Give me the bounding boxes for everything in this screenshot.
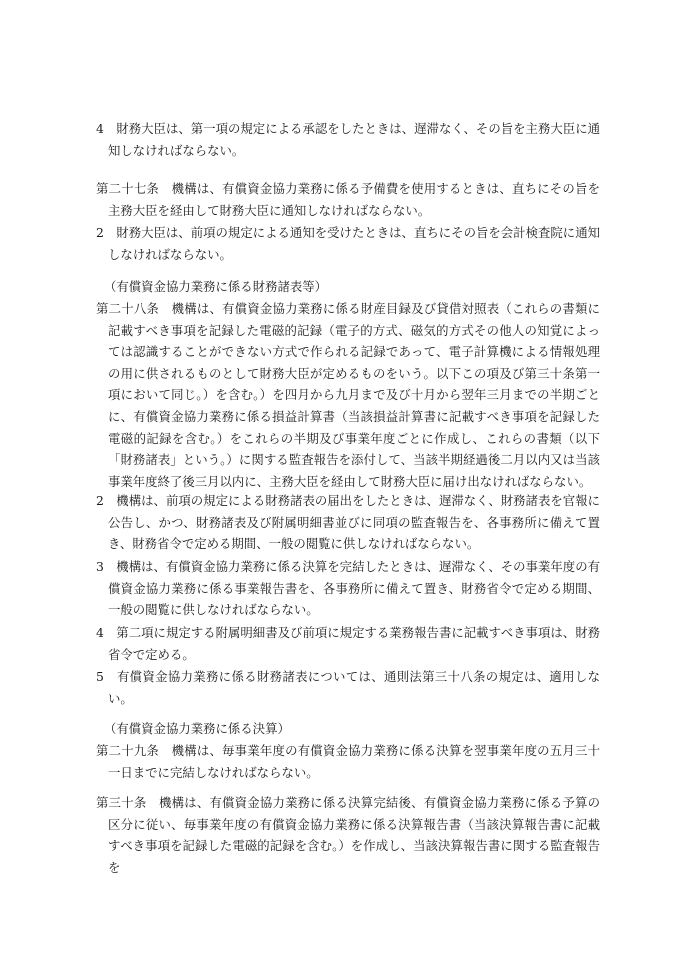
paragraph-item-2-publication: 2 機構は、前項の規定による財務諸表の届出をしたときは、遅滞なく、財務諸表を官報に公告し、かつ、財務諸表及び附属明細書並びに同項の監査報告を、各事務所に備えて置き、財務省令で定める期間、一般の閲覧に供しなければならない。 <box>96 493 600 552</box>
article-27: 第二十七条 機構は、有償資金協力業務に係る予備費を使用するときは、直ちにその旨を主務大臣を経由して財務大臣に通知しなければならない。 <box>96 181 600 218</box>
paragraph-item-2: 2 財務大臣は、前項の規定による通知を受けたときは、直ちにその旨を会計検査院に通知しなければならない。 <box>96 225 600 262</box>
paragraph-item-5-exclusion: 5 有償資金協力業務に係る財務諸表については、通則法第三十八条の規定は、適用しない。 <box>96 669 600 706</box>
paragraph-item-4: 4 財務大臣は、第一項の規定による承認をしたときは、遅滞なく、その旨を主務大臣に通知しなければならない。 <box>96 121 600 158</box>
article-28: 第二十八条 機構は、有償資金協力業務に係る財産目録及び貸借対照表（これらの書類に記載すべき事項を記録した電磁的記録（電子的方式、磁気的方式その他人の知覚によっては認識することができない方式で作られる記録であって、電子計算機による情報処理の用に供されるものとして財務大臣が定めるものをいう。以下この項及び第三十条第一項において同じ。）を含む。）を四月から九月まで及び十月から翌年三月までの半期ごとに、有償資金協力業務に係る損益計算書（当該損益計算書に記載すべき事項を記録した電磁的記録を含む。）をこれらの半期及び事業年度ごとに作成し、これらの書類（以下「財務諸表」という。）に関する監査報告を添付して、当該半期経過後二月以内又は当該事業年度終了後三月以内に、主務大臣を経由して財務大臣に届け出なければならない。 <box>96 301 600 489</box>
article-29: 第二十九条 機構は、毎事業年度の有償資金協力業務に係る決算を翌事業年度の五月三十一日までに完結しなければならない。 <box>96 743 600 780</box>
section-heading-settlement: （有償資金協力業務に係る決算） <box>104 721 290 736</box>
paragraph-item-3-business-report: 3 機構は、有償資金協力業務に係る決算を完結したときは、遅滞なく、その事業年度の有償資金協力業務に係る事業報告書を、各事務所に備えて置き、財務省令で定める期間、一般の閲覧に供しなければならない。 <box>96 559 600 618</box>
article-30: 第三十条 機構は、有償資金協力業務に係る決算完結後、有償資金協力業務に係る予算の区分に従い、毎事業年度の有償資金協力業務に係る決算報告書（当該決算報告書に記載すべき事項を記録した電磁的記録を含む。）を作成し、当該決算報告書に関する監査報告を <box>96 795 600 875</box>
section-heading-financial-statements: （有償資金協力業務に係る財務諸表等） <box>104 279 328 294</box>
paragraph-item-4-ordinance: 4 第二項に規定する附属明細書及び前項に規定する業務報告書に記載すべき事項は、財務省令で定める。 <box>96 625 600 662</box>
